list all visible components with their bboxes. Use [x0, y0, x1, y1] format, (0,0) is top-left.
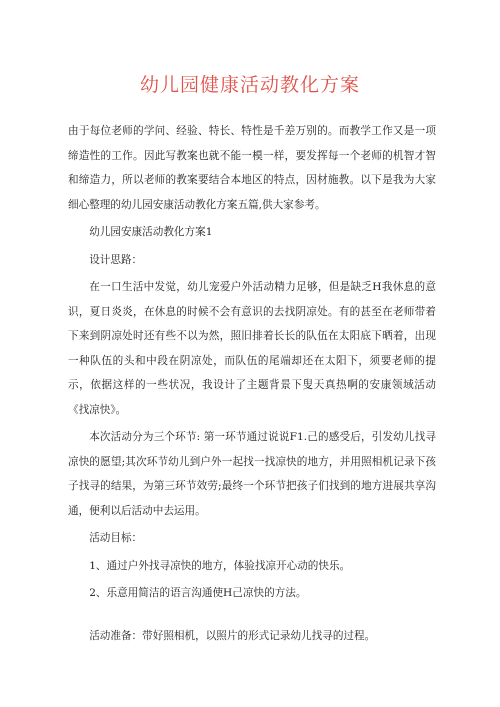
- design-paragraph-2: 本次活动分为三个环节: 第一环节通过说说F1.己的感受后，引发幼儿找寻凉快的愿望;其次环节幼儿到户外一起找一找凉快的地方，并用照相机记录下孩子找寻的结果，为第三环节效劳;最终一个环节把孩子们找到的地方进展共享沟通，便利以后活动中去运用。: [68, 431, 436, 517]
- document-body: [68, 119, 436, 648]
- design-label: 设计思路：: [89, 253, 143, 266]
- goals-label: 活动目标：: [89, 532, 143, 544]
- document-title: 幼儿园健康活动教化方案: [139, 74, 360, 96]
- prep-paragraph: 活动准备：带好照相机，以照片的形式记录幼儿找寻的过程。: [89, 629, 376, 642]
- goal-item-1: 1、通过户外找寻凉快的地方，体验找凉开心动的快乐。: [89, 559, 351, 572]
- section-heading: 幼儿园安康活动教化方案1: [89, 226, 213, 238]
- goal-item-2: 2、乐意用简洁的语言沟通使H己凉快的方法。: [89, 587, 307, 599]
- intro-paragraph: 由于每位老师的学问、经验、特长、特性是千差万别的。而教学工作又是一项缔造性的工作。因此写教案也就不能一模一样，要发挥每一个老师的机智才智和缔造力，所以老师的教案要结合本地区的特点，因材施教。以下是我为大家细心整理的幼儿园安康活动教化方案五篇,供大家参考。: [68, 125, 436, 211]
- design-paragraph-1: 在一口生活中发觉，幼儿宠爱户外活动精力足够，但是缺乏H我休息的意识，夏日炎炎，在休息的时候不会有意识的去找阴凉处。有的甚至在老师带着下来到阴凉处时还有些不以为然，照旧排着长长的队伍在太阳底下晒着，出现一种队伍的头和中段在阴凉处，而队伍的尾端却还在太阳下，须要老师的提示，依据这样的一些状况，我设计了主题背景下叟天真热啊的安康领域活动《找凉快》。: [68, 281, 436, 416]
